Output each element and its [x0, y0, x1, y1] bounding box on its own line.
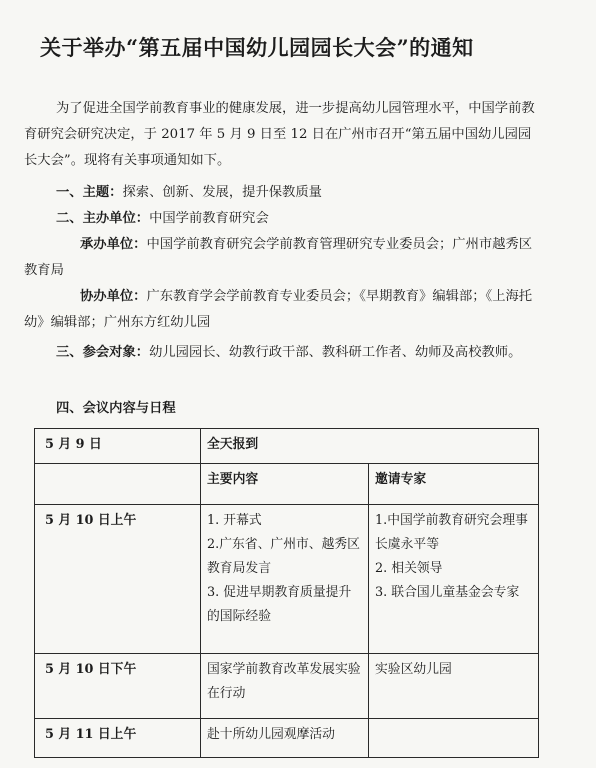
organizer-text: 中国学前教育研究会学前教育管理研究专业委员会；广州市越秀区教育局	[24, 237, 533, 278]
host-label: 二、主办单位：	[56, 211, 150, 226]
coorganizer-label: 协办单位：	[80, 289, 147, 304]
table-row	[35, 654, 539, 719]
content-cell: 国家学前教育改革发展实验在行动	[201, 654, 369, 719]
schedule-heading: 四、会议内容与日程	[56, 401, 176, 416]
date-cell: 5 月 11 日上午	[35, 719, 201, 758]
expert-line: 1.中国学前教育研究会理事长虞永平等	[375, 513, 528, 552]
table-row	[35, 429, 539, 464]
theme-line	[56, 180, 322, 206]
content-cell	[201, 505, 369, 654]
theme-label: 一、主题：	[56, 185, 123, 200]
coorganizer-text: 广东教育学会学前教育专业委员会；《早期教育》编辑部；《上海托幼》编辑部；广州东方红幼儿园	[24, 289, 533, 330]
expert-line: 3. 联合国儿童基金会专家	[375, 585, 520, 600]
table-row	[35, 505, 539, 654]
attendees-text: 幼儿园园长、幼教行政干部、教科研工作者、幼师及高校教师。	[149, 345, 522, 360]
experts-cell	[369, 505, 539, 654]
content-line: 1. 开幕式	[207, 513, 262, 528]
host-text: 中国学前教育研究会	[149, 211, 269, 226]
header-experts: 邀请专家	[369, 464, 539, 505]
coorganizer-paragraph	[24, 284, 544, 336]
date-cell: 5 月 9 日	[35, 429, 201, 464]
content-cell: 赴十所幼儿园观摩活动	[201, 719, 369, 758]
header-content: 主要内容	[201, 464, 369, 505]
notice-title: 关于举办“第五届中国幼儿园园长大会”的通知	[40, 35, 474, 60]
attendees-paragraph	[24, 340, 544, 366]
content-line: 2.广东省、广州市、越秀区教育局发言	[207, 537, 360, 576]
date-cell: 5 月 10 日下午	[35, 654, 201, 719]
empty-cell	[35, 464, 201, 505]
expert-line: 2. 相关领导	[375, 561, 443, 576]
table-row	[35, 719, 539, 758]
content-cell: 全天报到	[201, 429, 539, 464]
organizer-paragraph	[24, 232, 544, 284]
experts-cell	[369, 719, 539, 758]
schedule-table	[34, 428, 539, 758]
organizer-label: 承办单位：	[80, 237, 147, 252]
content-line: 3. 促进早期教育质量提升的国际经验	[207, 585, 352, 624]
intro-paragraph: 为了促进全国学前教育事业的健康发展，进一步提高幼儿园管理水平，中国学前教育研究会研究决定，于 2017 年 5 月 9 日至 12 日在广州市召开“第五届中国幼儿园园长大会”。现将有关事项通知如下。	[24, 101, 535, 168]
date-cell: 5 月 10 日上午	[35, 505, 201, 654]
theme-text: 探索、创新、发展，提升保教质量	[122, 185, 322, 200]
attendees-label: 三、参会对象：	[56, 345, 150, 360]
table-header-row	[35, 464, 539, 505]
experts-cell: 实验区幼儿园	[369, 654, 539, 719]
host-line	[56, 206, 269, 232]
